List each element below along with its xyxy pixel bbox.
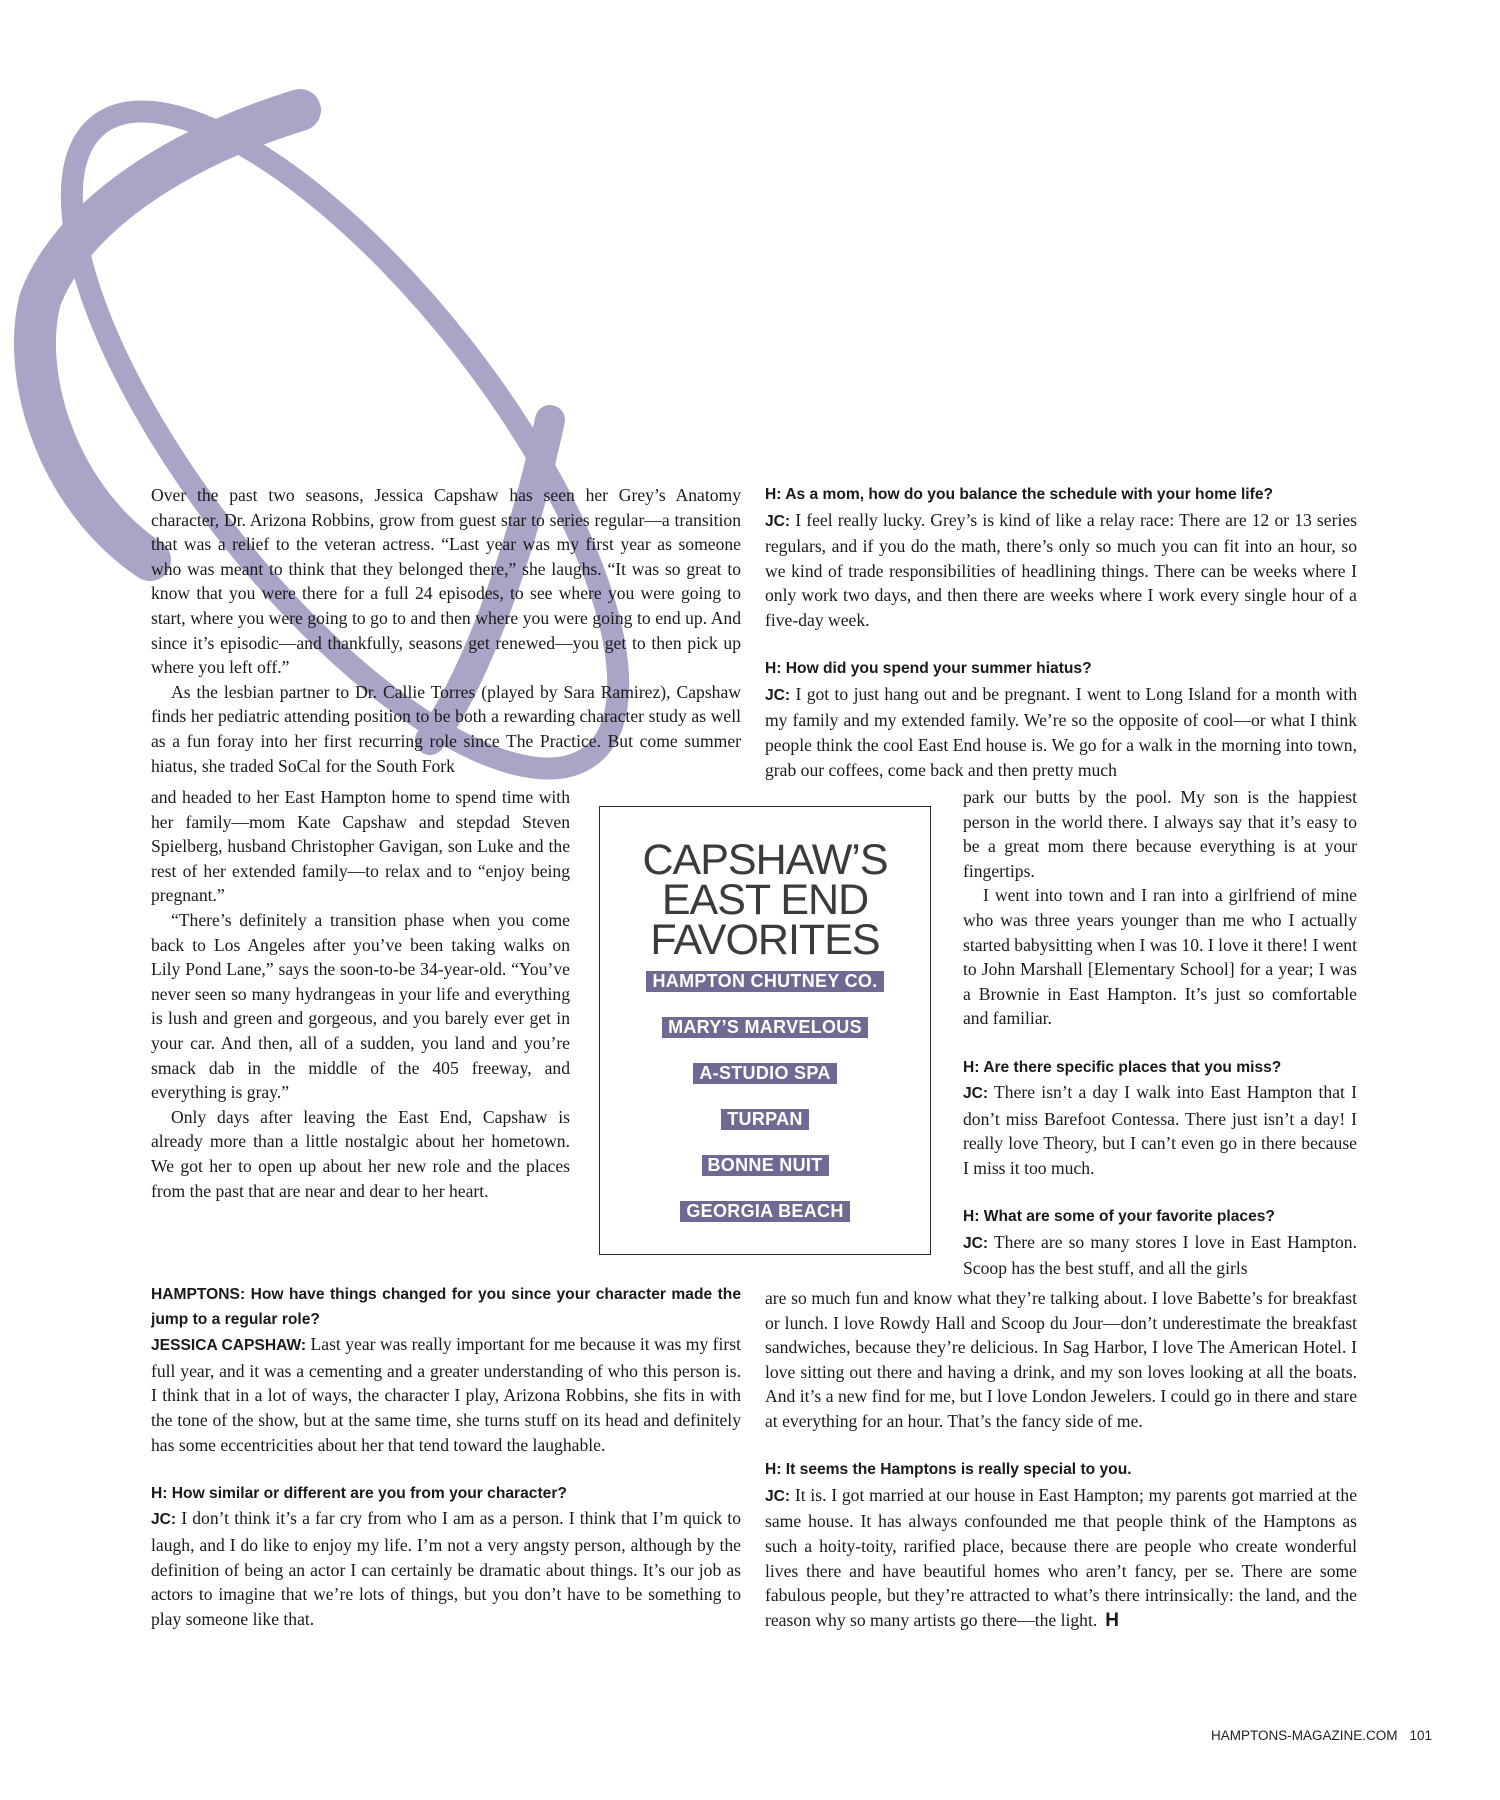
sidebar-title-line: CAPSHAW’S <box>642 836 888 884</box>
answer-6-cont: are so much fun and know what they’re talking about. I love Babette’s for breakfast or lunch. I love Rowdy Hall and Scoop du Jour—don’t underestimate the breakfast sandwiches, because they’re delicious. In Sag Harbor, I love The American Hotel. I love sitting out there and having a drink, and my son loves looking at all the boats. And it’s a new find for me, but I love London Jewelers. I could go in there and stare at everything for an hour. That’s the fancy side of me. <box>765 1288 1357 1431</box>
favorite-item <box>600 1201 930 1222</box>
favorite-item <box>600 1063 930 1084</box>
favorite-item <box>600 1155 930 1176</box>
speaker-label: JC: <box>963 1085 989 1103</box>
favorite-item <box>600 1017 930 1038</box>
favorite-item <box>600 971 930 992</box>
question-4: H: How did you spend your summer hiatus? <box>765 660 1092 678</box>
qa-right-column-bottom <box>765 1286 1357 1633</box>
intro-column-top <box>151 483 741 778</box>
favorite-badge: A-STUDIO SPA <box>693 1063 836 1084</box>
question-1: HAMPTONS: How have things changed for you since your character made the jump to a regular role? <box>151 1286 741 1328</box>
site-url: HAMPTONS-MAGAZINE.COM <box>1210 1728 1398 1743</box>
favorite-badge: BONNE NUIT <box>702 1155 829 1176</box>
answer-text: I don’t think it’s a far cry from who I am as a person. I think that I’m quick to laugh, and I do like to enjoy my life. I’m not a very angsty person, although by the definition of being an actor I can certainly be dramatic about things. It’s our job as actors to imagine that we’re lots of things, but you don’t have to be something to play someone like that. <box>151 1508 741 1629</box>
question-5: H: Are there specific places that you miss? <box>963 1058 1282 1076</box>
end-mark: H <box>1105 1609 1119 1631</box>
answer-text: There are so many stores I love in East Hampton. Scoop has the best stuff, and all the girls <box>963 1231 1357 1279</box>
answer-text: It is. I got married at our house in East Hampton; my parents got married at the same house. It has always confounded me that people think of the Hamptons as such a hoity-toity, rarified place, because there are people who create wonderful lives there and have beautiful homes who aren’t fancy, per se. There are some fabulous people, but they’re attracted to what’s there intrinsically: the land, and the reason why so many artists go there—the light. <box>765 1484 1357 1630</box>
answer-5 <box>963 1080 1357 1180</box>
speaker-label: JC: <box>765 512 791 530</box>
favorite-badge: HAMPTON CHUTNEY CO. <box>646 971 883 992</box>
answer-2 <box>151 1506 741 1631</box>
qa-right-column-top <box>765 483 1357 782</box>
favorites-sidebar <box>599 806 931 1255</box>
answer-text: Last year was really important for me because it was my first full year, and it was a cementing and a greater understanding of who this person is. I think that in a lot of ways, the character I play, Arizona Robbins, she fits in with the tone of the show, but at the same time, she turns stuff on its head and definitely has some eccentricities about her that tend toward the laughable. <box>151 1334 741 1455</box>
speaker-label: JC: <box>963 1234 989 1252</box>
speaker-label: JESSICA CAPSHAW: <box>151 1337 307 1355</box>
intro-paragraph-4: Only days after leaving the East End, Capshaw is already more than a little nostalgic about her hometown. We got her to open up about her new role and the places from the past that are near and dear to her heart. <box>151 1106 570 1201</box>
question-2: H: How similar or different are you from your character? <box>151 1484 567 1502</box>
answer-text: I feel really lucky. Grey’s is kind of like a relay race: There are 12 or 13 series regulars, and if you do the math, there’s only so much you can fit into an hour, so we kind of trade responsibilities of headlining things. There can be weeks where I only work two days, and then there are weeks where I work every single hour of a five-day week. <box>765 509 1357 630</box>
answer-1 <box>151 1332 741 1457</box>
qa-right-column-narrow <box>963 785 1357 1281</box>
favorite-item <box>600 1109 930 1130</box>
sidebar-title-line: FAVORITES <box>650 916 880 964</box>
sidebar-title <box>600 836 930 964</box>
answer-4 <box>765 682 1357 782</box>
drop-cap-letter: O <box>151 485 164 505</box>
favorite-badge: GEORGIA BEACH <box>680 1201 849 1222</box>
favorite-badge: TURPAN <box>721 1109 808 1130</box>
page-footer <box>1211 1728 1432 1743</box>
question-6: H: What are some of your favorite places? <box>963 1208 1275 1226</box>
sidebar-title-line: EAST END <box>661 876 869 924</box>
question-3: H: As a mom, how do you balance the schedule with your home life? <box>765 486 1274 503</box>
speaker-label: JC: <box>151 1511 177 1529</box>
answer-7 <box>765 1483 1357 1634</box>
answer-text: I got to just hang out and be pregnant. I went to Long Island for a month with my family and my extended family. We’re so the opposite of cool—or what I think people think the cool East End house is. We go for a walk in the morning into town, grab our coffees, come back and then pretty much <box>765 683 1357 780</box>
intro-paragraph-2-cont: and headed to her East Hampton home to spend time with her family—mom Kate Capshaw and stepdad Steven Spielberg, husband Christopher Gavigan, son Luke and the rest of her extended family—to relax and to “enjoy being pregnant.” <box>151 787 570 906</box>
answer-3 <box>765 508 1357 633</box>
favorite-badge: MARY’S MARVELOUS <box>662 1017 868 1038</box>
question-7: H: It seems the Hamptons is really special to you. <box>765 1461 1132 1479</box>
page-number: 101 <box>1409 1728 1432 1743</box>
answer-6 <box>963 1230 1357 1281</box>
answer-4-cont: park our butts by the pool. My son is the happiest person in the world there. I always say that it’s easy to be a great mom there because everything is at your fingertips. <box>963 787 1357 881</box>
intro-paragraph-2: As the lesbian partner to Dr. Callie Torres (played by Sara Ramirez), Capshaw finds her pediatric attending position to be both a rewarding character study as well as a fun foray into her first recurring role since The Practice. But come summer hiatus, she traded SoCal for the South Fork <box>151 681 741 776</box>
intro-paragraph-1: ver the past two seasons, Jessica Capshaw has seen her Grey’s Anatomy character, Dr. Arizona Robbins, grow from guest star to series regular—a transition that was a relief to the veteran actress. “Last year was my first year as someone who was meant to think that they belonged there,” she laughs. “It was so great to know that you were there for a full 24 episodes, to see where you were going to start, where you were going to go to and then where you were going to end up. And since it’s episodic—and thankfully, seasons get renewed—you get to then pick up where you left off.” <box>151 485 741 678</box>
intro-column-narrow <box>151 785 570 1203</box>
answer-text: There isn’t a day I walk into East Hampton that I don’t miss Barefoot Contessa. There just isn’t a day! I really love Theory, but I can’t even go in there because I miss it too much. <box>963 1082 1357 1178</box>
speaker-label: JC: <box>765 686 791 704</box>
intro-paragraph-3: “There’s definitely a transition phase when you come back to Los Angeles after you’ve been taking walks on Lily Pond Lane,” says the soon-to-be 34-year-old. “You’ve never seen so many hydrangeas in your life and everything is lush and green and gorgeous, and you barely ever get in your car. And then, all of a sudden, you land and you’re smack dab in the middle of the 405 freeway, and everything is gray.” <box>151 909 570 1103</box>
answer-4-paragraph-2: I went into town and I ran into a girlfriend of mine who was three years younger than me who I actually started babysitting when I was 10. I love it there! I went to John Marshall [Elementary School] for a year; I was a Brownie in East Hampton. It’s just so comfortable and familiar. <box>963 885 1357 1029</box>
qa-left-column <box>151 1283 741 1631</box>
speaker-label: JC: <box>765 1487 791 1505</box>
